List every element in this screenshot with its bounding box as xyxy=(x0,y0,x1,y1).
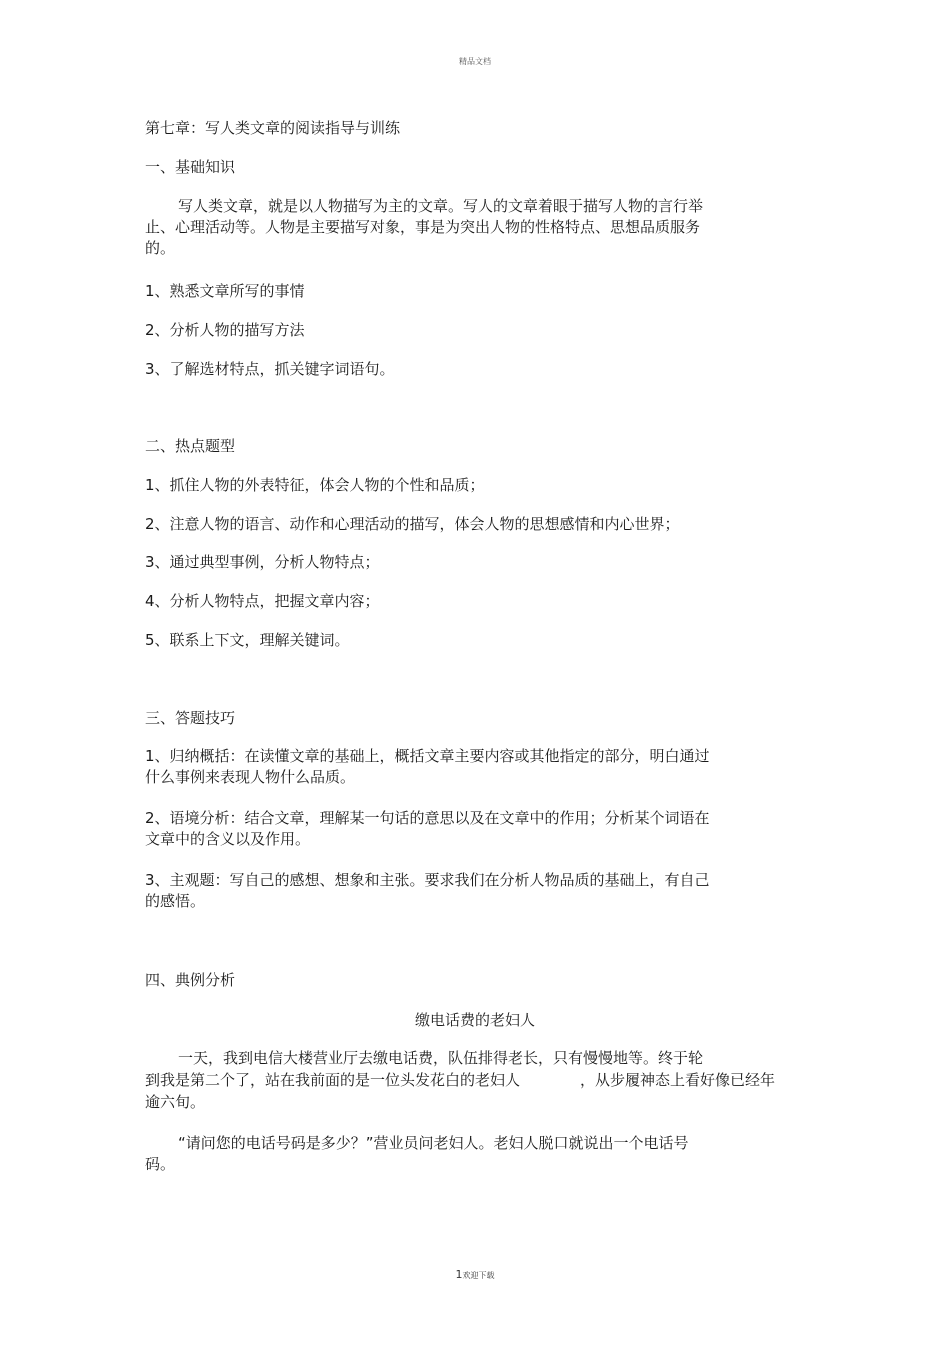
list-item: 2、语境分析：结合文章，理解某一句话的意思以及在文章中的作用；分析某个词语在 xyxy=(145,809,710,827)
section-heading: 一、基础知识 xyxy=(145,158,236,176)
footer-text: 欢迎下载 xyxy=(462,1271,495,1280)
list-item: 2、注意人物的语言、动作和心理活动的描写，体会人物的思想感情和内心世界； xyxy=(145,515,680,533)
list-item: 3、主观题：写自己的感想、想象和主张。要求我们在分析人物品质的基础上，有自己 xyxy=(145,871,710,889)
chapter-title: 第七章：写人类文章的阅读指导与训练 xyxy=(145,119,401,137)
paragraph-line: “请问您的电话号码是多少？”营业员问老妇人。老妇人脱口就说出一个电话号 xyxy=(178,1134,689,1152)
list-item-continued: 文章中的含义以及作用。 xyxy=(145,830,311,848)
paragraph-line: 写人类文章，就是以人物描写为主的文章。写人的文章着眼于描写人物的言行举 xyxy=(178,197,704,215)
page-number: 1 xyxy=(455,1268,463,1281)
story-title: 缴电话费的老妇人 xyxy=(414,1011,535,1029)
paragraph-line: ，从步履神态上看好像已经年 xyxy=(580,1071,776,1089)
paragraph-line: 到我是第二个了，站在我前面的是一位头发花白的老妇人 xyxy=(145,1071,521,1089)
list-item: 1、归纳概括：在读懂文章的基础上，概括文章主要内容或其他指定的部分，明白通过 xyxy=(145,747,710,765)
list-item: 4、分析人物特点，把握文章内容； xyxy=(145,592,380,610)
section-heading: 三、答题技巧 xyxy=(145,709,236,727)
page-footer xyxy=(0,1268,950,1281)
list-item: 2、分析人物的描写方法 xyxy=(145,321,305,339)
list-item-continued: 的感悟。 xyxy=(145,892,206,910)
page-header: 精品文档 xyxy=(459,57,491,66)
section-heading: 四、典例分析 xyxy=(145,971,236,989)
list-item: 3、了解选材特点，抓关键字词语句。 xyxy=(145,360,395,378)
list-item-continued: 什么事例来表现人物什么品质。 xyxy=(145,768,356,786)
paragraph-line: 的。 xyxy=(145,239,176,257)
paragraph-line: 一天，我到电信大楼营业厅去缴电话费，队伍排得老长，只有慢慢地等。终于轮 xyxy=(178,1049,704,1067)
section-heading: 二、热点题型 xyxy=(145,437,236,455)
list-item: 3、通过典型事例，分析人物特点； xyxy=(145,553,380,571)
paragraph-line: 码。 xyxy=(145,1155,176,1173)
list-item: 1、熟悉文章所写的事情 xyxy=(145,282,305,300)
list-item: 1、抓住人物的外表特征，体会人物的个性和品质； xyxy=(145,476,485,494)
paragraph-line: 止、心理活动等。人物是主要描写对象，事是为突出人物的性格特点、思想品质服务 xyxy=(145,218,701,236)
list-item: 5、联系上下文，理解关键词。 xyxy=(145,631,350,649)
paragraph-line: 逾六旬。 xyxy=(145,1093,206,1111)
